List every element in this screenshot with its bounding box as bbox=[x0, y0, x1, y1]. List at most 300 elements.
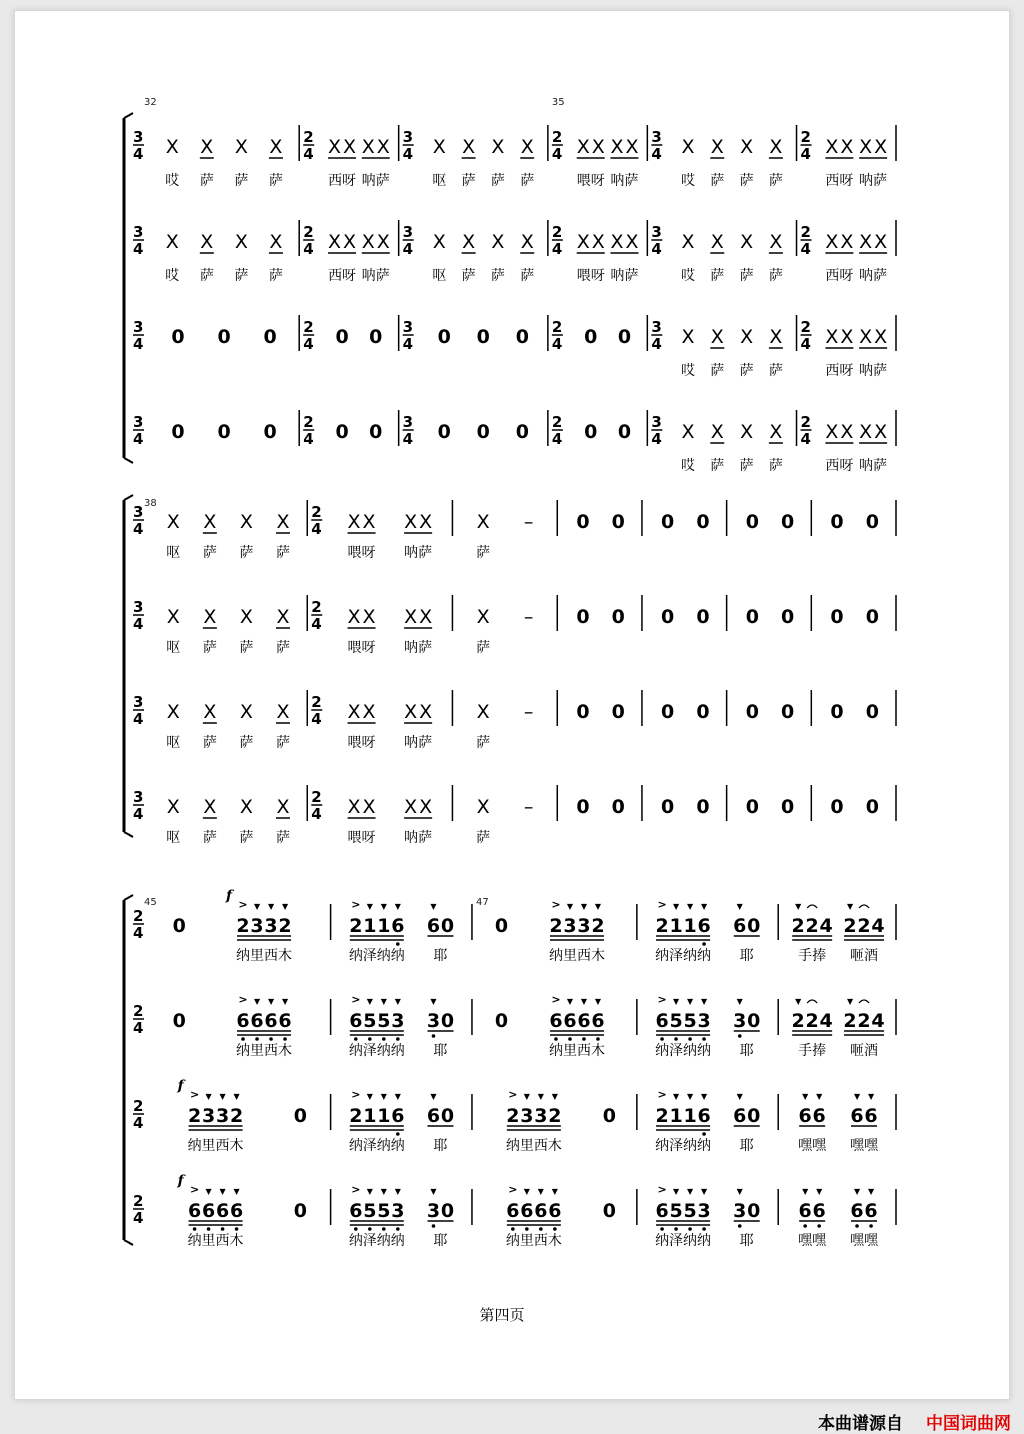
x-note: X bbox=[859, 326, 873, 348]
lyric: 呐萨 bbox=[361, 268, 390, 284]
low-octave-dot bbox=[354, 1037, 358, 1041]
time-signature-bottom: 4 bbox=[133, 710, 144, 728]
x-note: X bbox=[347, 701, 361, 723]
rest-note: 0 bbox=[515, 326, 529, 348]
x-note: X bbox=[276, 701, 290, 723]
time-signature-bottom: 4 bbox=[133, 520, 144, 538]
accent-mark: > bbox=[657, 1183, 667, 1196]
x-note: X bbox=[347, 796, 361, 818]
rest-note: 0 bbox=[611, 511, 625, 533]
time-signature-top: 2 bbox=[311, 503, 322, 521]
time-signature-top: 2 bbox=[133, 1192, 144, 1210]
lyric: 呐萨 bbox=[859, 458, 888, 474]
time-signature-top: 2 bbox=[800, 318, 811, 336]
time-signature-top: 2 bbox=[551, 318, 563, 336]
x-note: X bbox=[825, 231, 839, 253]
jianpu-digit: 2 bbox=[236, 915, 250, 937]
staccato-mark: ▼ bbox=[267, 902, 275, 911]
jianpu-digit: 6 bbox=[798, 1105, 812, 1127]
x-note: X bbox=[404, 606, 418, 628]
rest-note: 0 bbox=[865, 511, 879, 533]
rest-note: 0 bbox=[171, 421, 185, 443]
x-note: X bbox=[681, 421, 695, 443]
lyric: 萨 bbox=[476, 545, 491, 561]
staccato-mark: ▼ bbox=[537, 1092, 544, 1101]
low-octave-dot bbox=[674, 1227, 678, 1231]
x-note: X bbox=[419, 701, 433, 723]
low-octave-dot bbox=[241, 1037, 245, 1041]
lyric: 呕 bbox=[432, 268, 447, 284]
rest-note: 0 bbox=[263, 421, 277, 443]
time-signature-top: 2 bbox=[551, 128, 563, 146]
lyric: 呕 bbox=[166, 545, 181, 561]
staccato-mark: ▼ bbox=[736, 902, 743, 911]
low-octave-dot bbox=[193, 1227, 197, 1231]
low-octave-dot bbox=[269, 1037, 273, 1041]
measure-number: 32 bbox=[144, 97, 157, 108]
time-signature-bottom: 4 bbox=[311, 805, 322, 823]
rest-note: 0 bbox=[437, 326, 451, 348]
low-octave-dot bbox=[702, 1037, 706, 1041]
time-signature-bottom: 4 bbox=[402, 240, 414, 258]
x-note: X bbox=[200, 136, 214, 158]
bracket-hook-bottom bbox=[124, 458, 133, 463]
x-note: X bbox=[347, 606, 361, 628]
lyric: 萨 bbox=[275, 545, 290, 561]
low-octave-dot bbox=[674, 1037, 678, 1041]
x-note: X bbox=[625, 231, 639, 253]
rest-note: 0 bbox=[696, 606, 710, 628]
x-note: X bbox=[404, 701, 418, 723]
x-note: X bbox=[740, 231, 754, 253]
lyric: 嘿嘿 bbox=[798, 1138, 827, 1154]
staccato-mark: ▼ bbox=[281, 902, 289, 911]
lyric: 嘿嘿 bbox=[850, 1138, 879, 1154]
x-note: X bbox=[769, 421, 783, 443]
jianpu-digit: 6 bbox=[236, 1010, 250, 1032]
low-octave-dot bbox=[368, 1227, 372, 1231]
lyric: 纳里西木 bbox=[505, 1233, 562, 1249]
staccato-mark: ▼ bbox=[672, 902, 680, 911]
x-note: X bbox=[491, 231, 505, 253]
lyric: 咂酒 bbox=[850, 1043, 879, 1059]
lyric: 纳泽纳纳 bbox=[655, 1138, 712, 1154]
time-signature-top: 2 bbox=[133, 1002, 144, 1020]
lyric: 萨 bbox=[490, 268, 505, 284]
rest-note: 0 bbox=[661, 701, 675, 723]
x-note: X bbox=[343, 136, 357, 158]
x-note: X bbox=[710, 421, 724, 443]
time-signature-bottom: 4 bbox=[551, 430, 563, 448]
lyric: 喂呀 bbox=[576, 268, 605, 284]
x-note: X bbox=[681, 136, 695, 158]
rest-note: 0 bbox=[584, 421, 598, 443]
low-octave-dot bbox=[702, 1132, 706, 1136]
lyric: 萨 bbox=[739, 458, 754, 474]
lyric: 喂呀 bbox=[576, 173, 605, 189]
x-note: X bbox=[328, 231, 342, 253]
time-signature-top: 2 bbox=[311, 693, 322, 711]
jianpu-digit: 2 bbox=[229, 1105, 244, 1127]
staccato-mark: ▼ bbox=[380, 1187, 387, 1196]
time-signature-top: 2 bbox=[800, 128, 811, 146]
measure-number: 38 bbox=[144, 498, 157, 509]
x-note: X bbox=[362, 796, 376, 818]
time-signature-top: 2 bbox=[311, 598, 322, 616]
jianpu-digit: 2 bbox=[857, 915, 871, 937]
lyric: 纳里西木 bbox=[548, 948, 605, 964]
x-note: X bbox=[825, 136, 839, 158]
staccato-mark: ▼ bbox=[394, 1187, 401, 1196]
low-octave-dot bbox=[235, 1227, 239, 1231]
time-signature-bottom: 4 bbox=[402, 335, 414, 353]
jianpu-digit: 2 bbox=[805, 915, 819, 937]
x-note: X bbox=[625, 136, 639, 158]
time-signature-top: 3 bbox=[402, 223, 414, 241]
staccato-mark: ▼ bbox=[253, 997, 261, 1006]
time-signature-top: 2 bbox=[551, 223, 563, 241]
rest-note: 0 bbox=[611, 701, 625, 723]
jianpu-digit: 6 bbox=[264, 1010, 278, 1032]
source-footer bbox=[0, 1403, 1024, 1433]
rest-note: 0 bbox=[172, 1010, 186, 1032]
staccato-mark: ▼ bbox=[802, 1187, 809, 1196]
jianpu-digit: 6 bbox=[864, 1200, 878, 1222]
jianpu-digit: 6 bbox=[506, 1200, 520, 1222]
lyric: 纳泽纳纳 bbox=[348, 1233, 405, 1249]
time-signature-bottom: 4 bbox=[133, 924, 144, 942]
rest-note: 0 bbox=[696, 796, 710, 818]
time-signature-top: 2 bbox=[800, 223, 811, 241]
jianpu-digit: 6 bbox=[215, 1200, 230, 1222]
jianpu-digit: 5 bbox=[669, 1200, 683, 1222]
lyric: 西呀 bbox=[825, 173, 854, 189]
x-note: X bbox=[710, 136, 724, 158]
lyric: 萨 bbox=[710, 173, 725, 189]
jianpu-digit: 6 bbox=[697, 1105, 711, 1127]
jianpu-digit: 2 bbox=[857, 1010, 871, 1032]
time-signature-bottom: 4 bbox=[311, 520, 322, 538]
rest-note: 0 bbox=[369, 421, 383, 443]
x-note: X bbox=[874, 326, 888, 348]
staccato-mark: ▼ bbox=[580, 997, 588, 1006]
x-note: X bbox=[200, 231, 214, 253]
lyric: 萨 bbox=[268, 268, 283, 284]
x-note: X bbox=[361, 136, 375, 158]
x-note: X bbox=[361, 231, 375, 253]
lyric: 西呀 bbox=[825, 458, 854, 474]
rest-note: 0 bbox=[745, 796, 759, 818]
rest-note: 0 bbox=[781, 796, 795, 818]
rest-note: 0 bbox=[335, 326, 349, 348]
rest-note: 0 bbox=[745, 701, 759, 723]
staccato-mark: ▼ bbox=[366, 997, 373, 1006]
time-signature-top: 2 bbox=[551, 413, 563, 431]
x-note: X bbox=[362, 511, 376, 533]
staccato-mark: ▼ bbox=[846, 997, 854, 1006]
x-note: X bbox=[276, 606, 290, 628]
staccato-mark: ▼ bbox=[430, 1187, 437, 1196]
jianpu-digit: 3 bbox=[520, 1105, 534, 1127]
lyric: 萨 bbox=[739, 268, 754, 284]
time-signature-top: 3 bbox=[402, 318, 414, 336]
lyric: 耶 bbox=[739, 1233, 754, 1249]
page-label: 第四页 bbox=[479, 1306, 525, 1324]
jianpu-digit: 6 bbox=[697, 915, 711, 937]
staccato-mark: ▼ bbox=[846, 902, 854, 911]
staccato-mark: ▼ bbox=[205, 1187, 212, 1196]
x-note: X bbox=[769, 231, 783, 253]
x-note: X bbox=[681, 326, 695, 348]
x-note: X bbox=[347, 511, 361, 533]
staccato-mark: ▼ bbox=[380, 997, 387, 1006]
rest-note: 0 bbox=[830, 511, 844, 533]
rest-note: 0 bbox=[865, 606, 879, 628]
staccato-mark: ▼ bbox=[795, 902, 802, 911]
jianpu-digit: 0 bbox=[747, 1010, 761, 1032]
staccato-mark: ▼ bbox=[551, 1187, 558, 1196]
jianpu-digit: 1 bbox=[683, 1105, 697, 1127]
jianpu-digit: 6 bbox=[278, 1010, 292, 1032]
jianpu-digit: 6 bbox=[349, 1010, 363, 1032]
dash-note: – bbox=[523, 701, 534, 723]
lyric: 萨 bbox=[239, 545, 254, 561]
x-note: X bbox=[166, 796, 180, 818]
time-signature-top: 3 bbox=[651, 223, 662, 241]
jianpu-digit: 5 bbox=[377, 1200, 391, 1222]
time-signature-bottom: 4 bbox=[133, 145, 144, 163]
x-note: X bbox=[276, 511, 290, 533]
low-octave-dot bbox=[596, 1037, 600, 1041]
lyric: 呕 bbox=[166, 830, 181, 846]
measure-number: 47 bbox=[475, 897, 489, 908]
time-signature-top: 2 bbox=[311, 788, 322, 806]
rest-note: 0 bbox=[293, 1200, 307, 1222]
low-octave-dot bbox=[432, 1224, 436, 1228]
lyric: 萨 bbox=[234, 173, 249, 189]
time-signature-bottom: 4 bbox=[800, 430, 811, 448]
low-octave-dot bbox=[688, 1227, 692, 1231]
lyric: 呐萨 bbox=[610, 173, 639, 189]
dynamic-forte: f bbox=[177, 1173, 184, 1189]
jianpu-digit: 0 bbox=[440, 915, 455, 937]
time-signature-bottom: 4 bbox=[133, 335, 144, 353]
staccato-mark: ▼ bbox=[233, 1092, 240, 1101]
lyric: 萨 bbox=[710, 458, 725, 474]
staccato-mark: ▼ bbox=[366, 902, 373, 911]
low-octave-dot bbox=[568, 1037, 572, 1041]
low-octave-dot bbox=[869, 1224, 873, 1228]
time-signature-top: 2 bbox=[133, 907, 144, 925]
time-signature-bottom: 4 bbox=[303, 145, 314, 163]
lyric: 纳里西木 bbox=[187, 1233, 244, 1249]
time-signature-bottom: 4 bbox=[402, 145, 414, 163]
x-note: X bbox=[840, 326, 854, 348]
slur-mark bbox=[807, 1000, 817, 1003]
staccato-mark: ▼ bbox=[672, 1187, 680, 1196]
lyric: 呐萨 bbox=[859, 268, 888, 284]
jianpu-digit: 6 bbox=[577, 1010, 591, 1032]
time-signature-top: 3 bbox=[133, 413, 144, 431]
time-signature-bottom: 4 bbox=[133, 240, 144, 258]
x-note: X bbox=[203, 511, 217, 533]
staccato-mark: ▼ bbox=[537, 1187, 544, 1196]
x-note: X bbox=[740, 326, 754, 348]
x-note: X bbox=[825, 326, 839, 348]
lyric: 哎 bbox=[680, 363, 695, 379]
rest-note: 0 bbox=[576, 796, 590, 818]
dash-note: – bbox=[523, 511, 534, 533]
x-note: X bbox=[476, 796, 490, 818]
jianpu-digit: 6 bbox=[534, 1200, 548, 1222]
time-signature-bottom: 4 bbox=[800, 335, 811, 353]
jianpu-digit: 3 bbox=[215, 1105, 230, 1127]
x-note: X bbox=[840, 136, 854, 158]
time-signature-bottom: 4 bbox=[651, 430, 662, 448]
low-octave-dot bbox=[207, 1227, 211, 1231]
rest-note: 0 bbox=[830, 796, 844, 818]
staccato-mark: ▼ bbox=[219, 1187, 226, 1196]
x-note: X bbox=[859, 421, 873, 443]
accent-mark: > bbox=[657, 898, 667, 911]
time-signature-bottom: 4 bbox=[311, 615, 322, 633]
low-octave-dot bbox=[803, 1224, 807, 1228]
x-note: X bbox=[166, 511, 180, 533]
staccato-mark: ▼ bbox=[430, 902, 437, 911]
staccato-mark: ▼ bbox=[523, 1187, 530, 1196]
x-note: X bbox=[859, 231, 873, 253]
x-note: X bbox=[610, 231, 624, 253]
low-octave-dot bbox=[855, 1224, 859, 1228]
lyric: 萨 bbox=[239, 640, 254, 656]
staccato-mark: ▼ bbox=[394, 997, 401, 1006]
jianpu-digit: 3 bbox=[391, 1010, 405, 1032]
jianpu-digit: 6 bbox=[655, 1010, 669, 1032]
time-signature-top: 3 bbox=[651, 413, 662, 431]
lyric: 手捧 bbox=[798, 948, 827, 964]
staccato-mark: ▼ bbox=[380, 1092, 387, 1101]
rest-note: 0 bbox=[611, 606, 625, 628]
rest-note: 0 bbox=[494, 915, 509, 937]
staccato-mark: ▼ bbox=[219, 1092, 226, 1101]
staccato-mark: ▼ bbox=[802, 1092, 809, 1101]
lyric: 纳泽纳纳 bbox=[655, 1043, 712, 1059]
staccato-mark: ▼ bbox=[267, 997, 275, 1006]
low-octave-dot bbox=[368, 1037, 372, 1041]
accent-mark: > bbox=[189, 1183, 200, 1196]
time-signature-bottom: 4 bbox=[133, 615, 144, 633]
rest-note: 0 bbox=[172, 915, 186, 937]
jianpu-digit: 1 bbox=[669, 1105, 683, 1127]
x-note: X bbox=[419, 796, 433, 818]
lyric: 西呀 bbox=[825, 268, 854, 284]
lyric: 呐萨 bbox=[361, 173, 390, 189]
lyric: 萨 bbox=[739, 173, 754, 189]
jianpu-digit: 5 bbox=[377, 1010, 391, 1032]
jianpu-digit: 3 bbox=[697, 1010, 711, 1032]
rest-note: 0 bbox=[611, 796, 625, 818]
staccato-mark: ▼ bbox=[686, 1187, 694, 1196]
jianpu-digit: 0 bbox=[440, 1010, 455, 1032]
measure-number: 35 bbox=[551, 97, 565, 108]
lyric: 呐萨 bbox=[404, 830, 433, 846]
lyric: 萨 bbox=[199, 268, 214, 284]
staccato-mark: ▼ bbox=[281, 997, 289, 1006]
low-octave-dot bbox=[382, 1037, 386, 1041]
lyric: 纳里西木 bbox=[548, 1043, 605, 1059]
lyric: 嘿嘿 bbox=[850, 1233, 879, 1249]
lyric: 呐萨 bbox=[404, 545, 433, 561]
staccato-mark: ▼ bbox=[566, 902, 574, 911]
accent-mark: > bbox=[551, 898, 561, 911]
jianpu-digit: 1 bbox=[669, 915, 683, 937]
x-note: X bbox=[269, 136, 283, 158]
jianpu-digit: 4 bbox=[871, 1010, 885, 1032]
x-note: X bbox=[239, 606, 253, 628]
low-octave-dot bbox=[702, 1227, 706, 1231]
staccato-mark: ▼ bbox=[686, 1092, 694, 1101]
lyric: 萨 bbox=[768, 363, 783, 379]
x-note: X bbox=[476, 606, 490, 628]
accent-mark: > bbox=[238, 898, 248, 911]
footer-credit-text: 本曲谱源自 bbox=[818, 1414, 903, 1434]
staccato-mark: ▼ bbox=[700, 1187, 708, 1196]
x-note: X bbox=[376, 231, 390, 253]
rest-note: 0 bbox=[696, 701, 710, 723]
lyric: 萨 bbox=[202, 545, 217, 561]
lyric: 哎 bbox=[165, 173, 180, 189]
low-octave-dot bbox=[702, 942, 706, 946]
time-signature-bottom: 4 bbox=[303, 430, 314, 448]
accent-mark: > bbox=[351, 1088, 361, 1101]
time-signature-bottom: 4 bbox=[800, 240, 811, 258]
jianpu-digit: 0 bbox=[747, 1200, 761, 1222]
x-note: X bbox=[591, 231, 605, 253]
jianpu-digit: 2 bbox=[843, 915, 857, 937]
jianpu-digit: 3 bbox=[733, 1010, 747, 1032]
staccato-mark: ▼ bbox=[366, 1092, 373, 1101]
bracket-hook-top bbox=[124, 113, 133, 118]
rest-note: 0 bbox=[515, 421, 529, 443]
x-note: X bbox=[825, 421, 839, 443]
x-note: X bbox=[576, 231, 590, 253]
time-signature-bottom: 4 bbox=[303, 335, 314, 353]
staccato-mark: ▼ bbox=[394, 1092, 401, 1101]
lyric: 耶 bbox=[433, 1043, 448, 1059]
jianpu-digit: 6 bbox=[812, 1200, 826, 1222]
lyric: 呐萨 bbox=[404, 640, 433, 656]
jianpu-digit: 1 bbox=[377, 915, 391, 937]
time-signature-bottom: 4 bbox=[133, 1019, 144, 1037]
accent-mark: > bbox=[508, 1088, 518, 1101]
jianpu-digit: 3 bbox=[733, 1200, 747, 1222]
bracket-hook-top bbox=[124, 495, 133, 500]
x-note: X bbox=[419, 511, 433, 533]
jianpu-digit: 6 bbox=[549, 1010, 563, 1032]
rest-note: 0 bbox=[781, 606, 795, 628]
staccato-mark: ▼ bbox=[205, 1092, 212, 1101]
lyric: 喂呀 bbox=[347, 545, 376, 561]
time-signature-bottom: 4 bbox=[133, 430, 144, 448]
accent-mark: > bbox=[508, 1183, 518, 1196]
footer-credit-site[interactable]: 中国词曲网 bbox=[926, 1414, 1011, 1434]
jianpu-digit: 2 bbox=[548, 1105, 562, 1127]
jianpu-digit: 3 bbox=[426, 1010, 441, 1032]
jianpu-digit: 2 bbox=[655, 915, 669, 937]
lyric: 纳泽纳纳 bbox=[348, 1043, 405, 1059]
rest-note: 0 bbox=[781, 701, 795, 723]
lyric: 手捧 bbox=[798, 1043, 827, 1059]
